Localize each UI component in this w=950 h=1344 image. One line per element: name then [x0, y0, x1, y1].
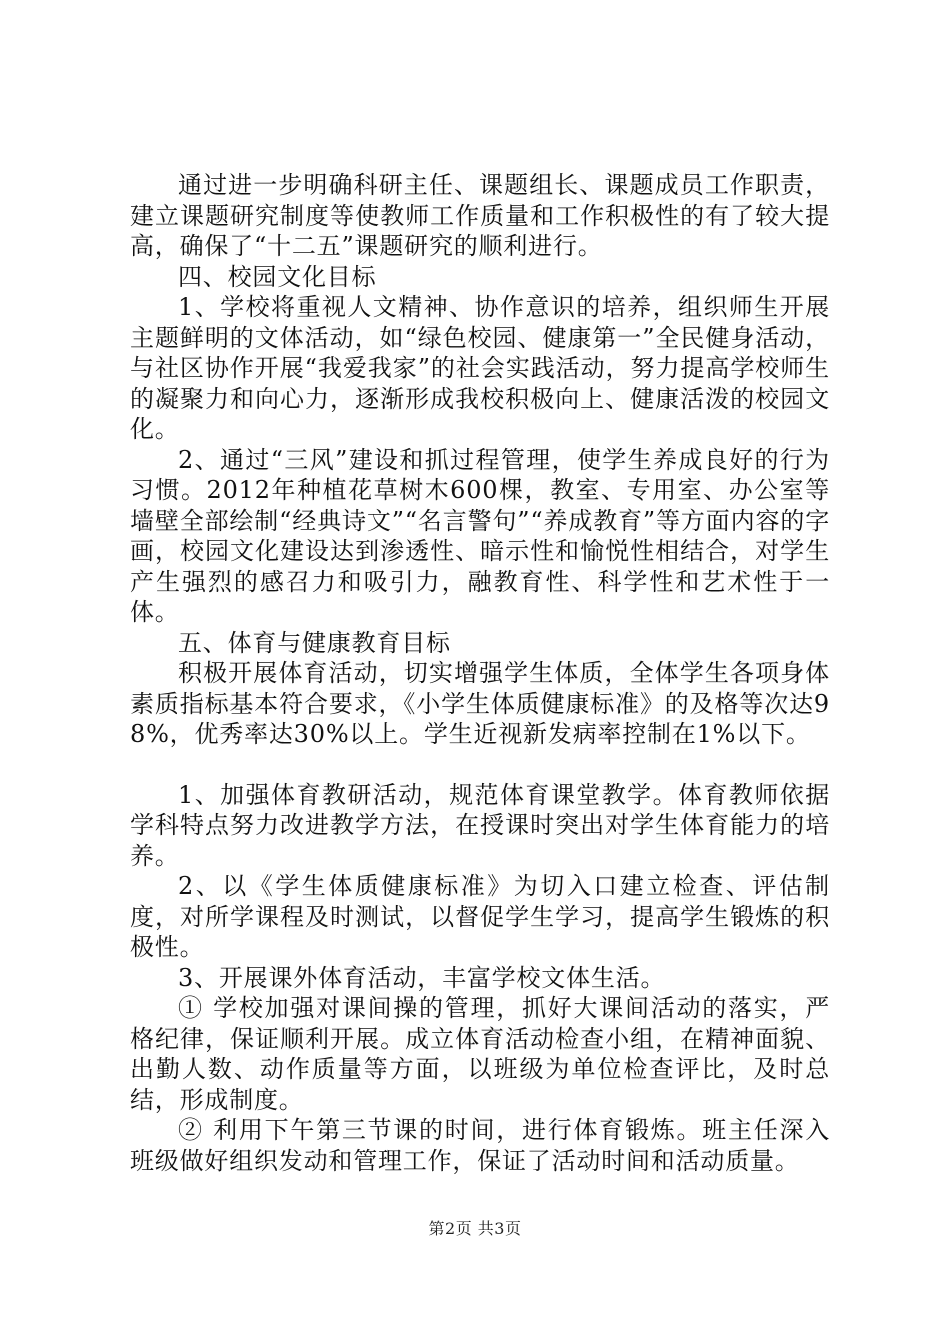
- paragraph-pe-subitem-2: ② 利用下午第三节课的时间，进行体育锻炼。班主任深入班级做好组织发动和管理工作，保证了活动时间和活动质量。: [130, 1116, 830, 1175]
- paragraph-pe-item-1: 1、加强体育教研活动，规范体育课堂教学。体育教师依据学科特点努力改进教学方法，在授课时突出对学生体育能力的培养。: [130, 780, 830, 870]
- section-heading-pe-health: 五、体育与健康教育目标: [178, 628, 451, 657]
- paragraph-pe-goals: 积极开展体育活动，切实增强学生体质，全体学生各项身体素质指标基本符合要求，《小学生体质健康标准》的及格等次达98%，优秀率达30%以上。学生近视新发病率控制在1%以下。: [130, 659, 830, 748]
- paragraph-culture-item-2: 2、通过“三风”建设和抓过程管理，使学生养成良好的行为习惯。2012年种植花草树木600棵，教室、专用室、办公室等墙壁全部绘制“经典诗文”“名言警句”“养成教育”等方面内容的字画，校园文化建设达到渗透性、暗示性和愉悦性相结合，对学生产生强烈的感召力和吸引力，融教育性、科学性和艺术性于一体。: [130, 445, 830, 626]
- page-number-footer: 第2页 共3页: [428, 1219, 522, 1238]
- section-heading-campus-culture: 四、校园文化目标: [178, 262, 377, 291]
- paragraph-culture-item-1: 1、学校将重视人文精神、协作意识的培养，组织师生开展主题鲜明的文体活动，如“绿色校园、健康第一”全民健身活动，与社区协作开展“我爱我家”的社会实践活动，努力提高学校师生的凝聚力和向心力，逐渐形成我校积极向上、健康活泼的校园文化。: [130, 293, 830, 443]
- paragraph-pe-item-3: 3、开展课外体育活动，丰富学校文体生活。: [178, 963, 666, 992]
- paragraph-pe-item-2: 2、以《学生体质健康标准》为切入口建立检查、评估制度，对所学课程及时测试，以督促学生学习，提高学生锻炼的积极性。: [130, 872, 830, 961]
- paragraph-research-duties: 通过进一步明确科研主任、课题组长、课题成员工作职责，建立课题研究制度等使教师工作质量和工作积极性的有了较大提高，确保了“十二五”课题研究的顺利进行。: [130, 171, 830, 260]
- blank-line: [130, 750, 830, 780]
- document-body: [130, 170, 830, 1176]
- paragraph-pe-subitem-1: ① 学校加强对课间操的管理，抓好大课间活动的落实，严格纪律，保证顺利开展。成立体育活动检查小组，在精神面貌、出勤人数、动作质量等方面，以班级为单位检查评比，及时总结，形成制度。: [130, 994, 830, 1114]
